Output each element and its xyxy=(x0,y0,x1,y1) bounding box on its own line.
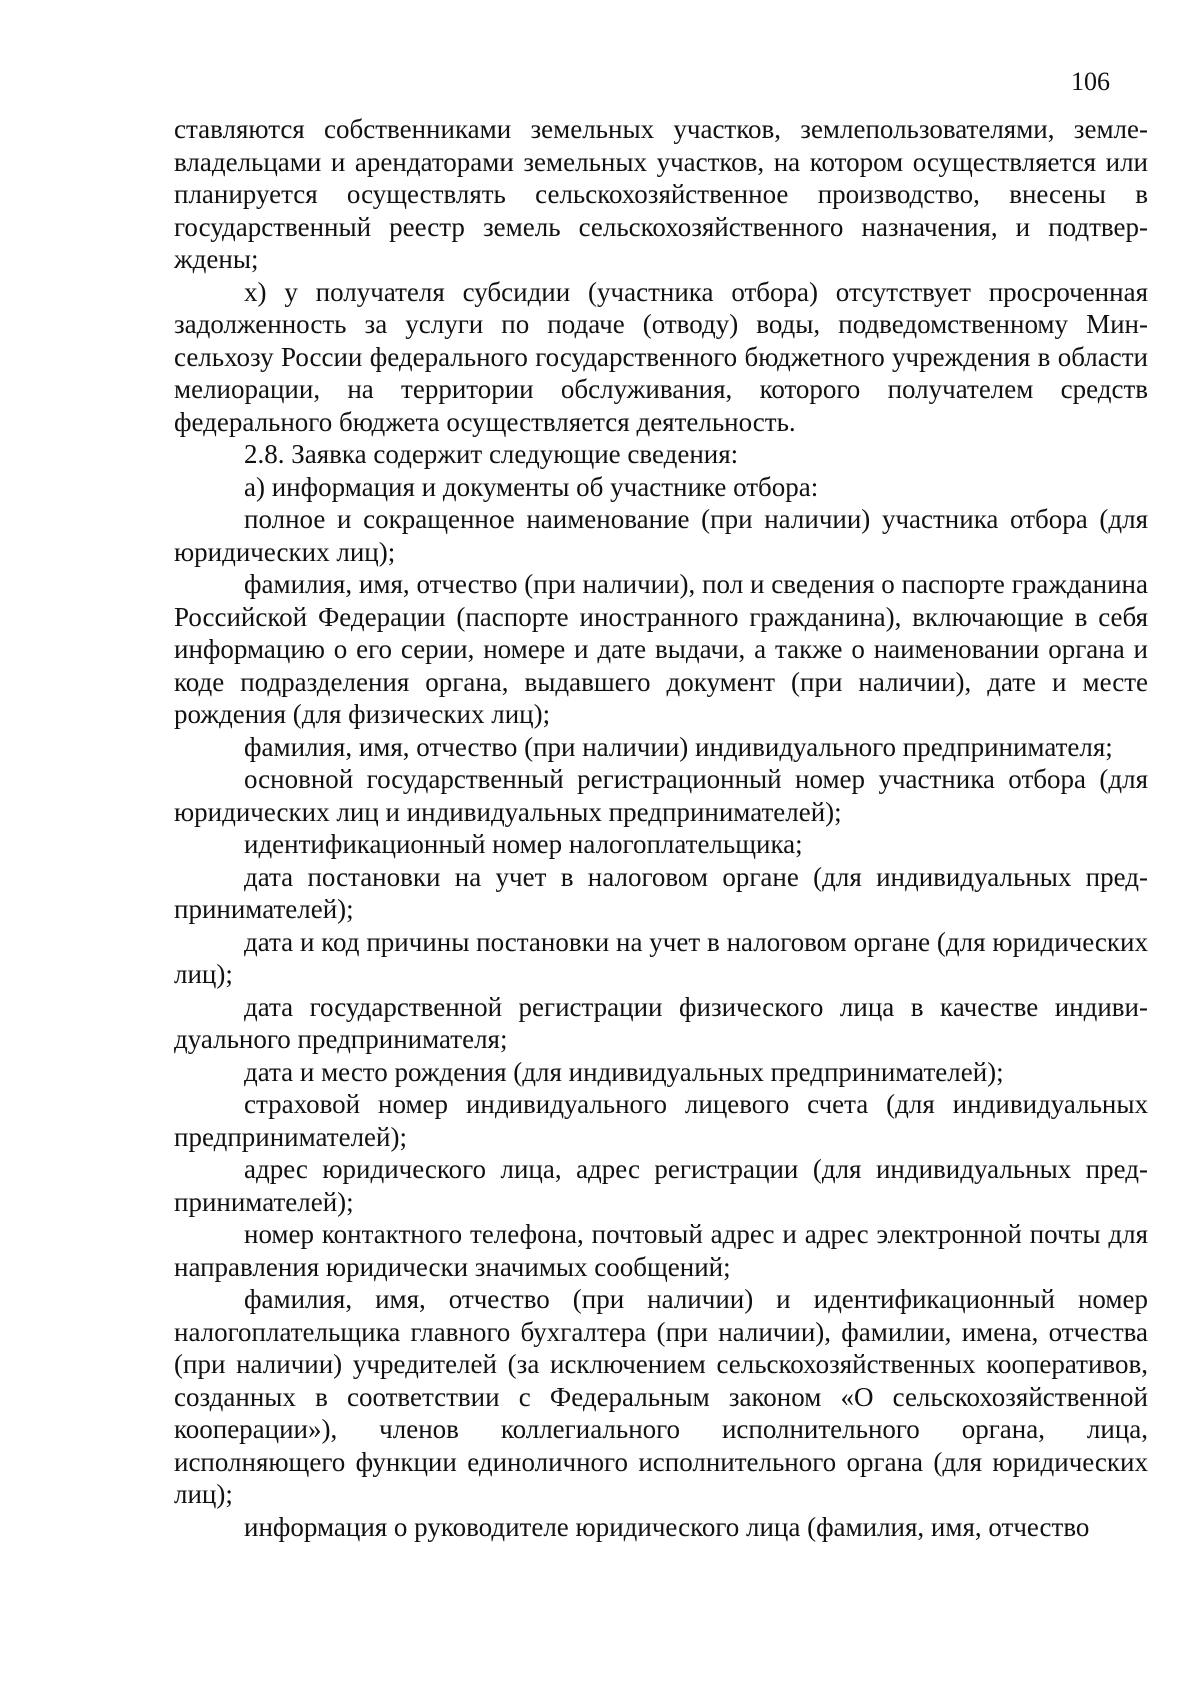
paragraph: страховой номер индивидуального лицевого счета (для индивидуальных предпринимателей); xyxy=(174,1089,1148,1152)
paragraph: а) информация и документы об участнике отбора: xyxy=(244,471,819,502)
paragraph: информация о руководителе юридического лица (фамилия, имя, отчество xyxy=(244,1511,1090,1542)
paragraph: полное и сокращенное наименование (при наличии) участника отбора (для юридических лиц); xyxy=(174,504,1148,567)
page-number: 106 xyxy=(1071,67,1110,96)
paragraph: фамилия, имя, отчество (при наличии) индивидуального предпринимателя; xyxy=(244,731,1113,762)
paragraph: фамилия, имя, отчество (при наличии), пол и сведения о паспорте гражданина Российской Федерации (паспорте иностранного гражданина), включающие в себя информацию о его серии, номере и дате выдачи, а также о наименовании органа и коде подразделения органа, выдавшего документ (при наличии), дате и месте рождения (для физических лиц); xyxy=(174,569,1148,729)
paragraph: дата государственной регистрации физического лица в качестве индивидуального предпринимателя; xyxy=(174,991,1148,1054)
paragraph: номер контактного телефона, почтовый адрес и адрес электронной почты для направления юридически значимых сообщений; xyxy=(174,1219,1148,1282)
paragraph: идентификационный номер налогоплательщика; xyxy=(244,829,803,859)
paragraph: фамилия, имя, отчество (при наличии) и идентификационный номер налогоплательщика главного бухгалтера (при наличии), фамилии, имена, отчества (при наличии) учредителей (за исключением сельскохозяйственных кооперативов, созданных в соответствии с Федеральным законом «О сельскохозяйственной кооперации»), членов коллегиального исполнительного органа, лица, исполняющего функции единоличного исполнительного органа (для юридических лиц); xyxy=(174,1284,1148,1509)
paragraph: х) у получателя субсидии (участника отбора) отсутствует просроченная задолженность за услуги по подаче (отводу) воды, подведомственному Минсельхозу России федерального государственного бюджетного учреждения в области мелиорации, на территории обслуживания, которого получателем средств федерального бюджета осуществляется деятельность. xyxy=(174,276,1148,437)
paragraph: адрес юридического лица, адрес регистрации (для индивидуальных предпринимателей); xyxy=(174,1154,1148,1217)
paragraph-continuation: ставляются собственниками земельных участков, землепользователями, землевладельцами и арендаторами земельных участков, на котором осуществляется или планируется осуществлять сельскохозяйственное производство, внесены в государственный реестр земель сельскохозяйственного назначения, и подтверждены; xyxy=(174,114,1148,274)
section-heading-2-8: 2.8. Заявка содержит следующие сведения: xyxy=(244,439,739,469)
paragraph: дата и код причины постановки на учет в налоговом органе (для юридических лиц); xyxy=(174,926,1148,989)
document-body xyxy=(174,113,1148,1543)
paragraph: дата постановки на учет в налоговом органе (для индивидуальных предпринимателей); xyxy=(174,861,1148,924)
paragraph: дата и место рождения (для индивидуальных предпринимателей); xyxy=(244,1056,1004,1087)
paragraph: основной государственный регистрационный номер участника отбора (для юридических лиц и индивидуальных предпринимателей); xyxy=(174,764,1148,827)
